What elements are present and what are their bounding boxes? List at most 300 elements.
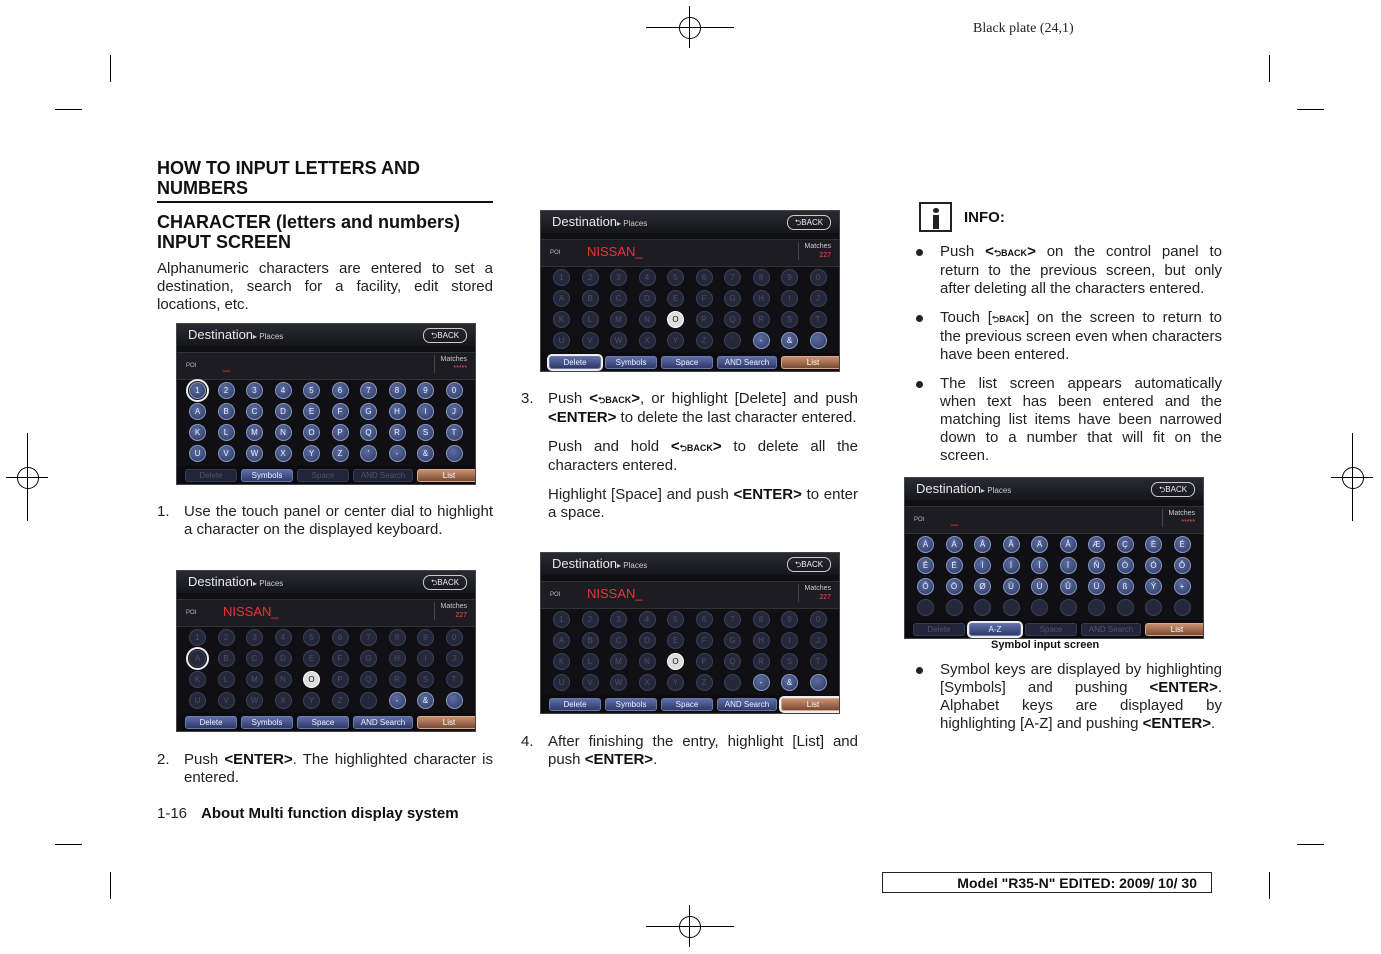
key-H[interactable]: H: [389, 650, 406, 667]
step-text: to enter a space.: [548, 486, 858, 521]
list-button[interactable]: List: [781, 698, 840, 711]
key-G[interactable]: G: [360, 403, 377, 420]
key-Í[interactable]: Í: [1003, 557, 1020, 574]
key-9[interactable]: 9: [417, 382, 434, 399]
key-blank[interactable]: [1031, 599, 1048, 616]
key-P[interactable]: P: [332, 671, 349, 688]
key-P[interactable]: P: [696, 653, 713, 670]
key-8[interactable]: 8: [389, 629, 406, 646]
step-3: 3. Push <⮌BACK>, or highlight [Delete] and push <ENTER> to delete the last character entered. Push and hold <⮌BACK> to delete all the characters entered. Highlight [Space] and push <ENTER> to enter a space.: [521, 390, 859, 521]
key-T[interactable]: T: [446, 671, 463, 688]
list-button[interactable]: List: [417, 716, 476, 729]
key-A[interactable]: A: [553, 632, 570, 649]
key-Ä[interactable]: Ä: [1031, 536, 1048, 553]
key--[interactable]: -: [753, 674, 770, 691]
space-button[interactable]: Space: [661, 356, 713, 369]
key-F[interactable]: F: [696, 290, 713, 307]
delete-button[interactable]: Delete: [185, 469, 237, 482]
key-I[interactable]: I: [417, 403, 434, 420]
registration-mark: [17, 467, 39, 489]
key-1[interactable]: 1: [189, 629, 206, 646]
back-button[interactable]: ⮌BACK: [787, 215, 831, 230]
button-bar: [905, 620, 1203, 638]
key-&[interactable]: &: [781, 674, 798, 691]
key--[interactable]: -: [389, 692, 406, 709]
key-K[interactable]: K: [553, 653, 570, 670]
key-blank[interactable]: [1174, 599, 1191, 616]
key-2[interactable]: 2: [218, 382, 235, 399]
key-Ï[interactable]: Ï: [1060, 557, 1077, 574]
matches-label: Matches 227: [798, 584, 831, 602]
back-key-icon: ⮌BACK: [679, 443, 713, 453]
key--[interactable]: -: [753, 332, 770, 349]
crop-mark: [1269, 872, 1270, 899]
key-Ë[interactable]: Ë: [946, 557, 963, 574]
info-bullet: Touch [⮌BACK] on the screen to return to the previous screen even when characters have been entered.: [913, 309, 1222, 364]
key-J[interactable]: J: [446, 403, 463, 420]
key-W[interactable]: W: [610, 332, 627, 349]
key-blank[interactable]: [1117, 599, 1134, 616]
step-text: After finishing the entry, highlight [List] and push: [548, 733, 858, 768]
info-icon: [919, 202, 952, 232]
key-Ô[interactable]: Ô: [1174, 557, 1191, 574]
back-key-icon: ⮌BACK: [993, 248, 1028, 258]
key-B[interactable]: B: [218, 650, 235, 667]
space-button[interactable]: Space: [661, 698, 713, 711]
key-2[interactable]: 2: [218, 629, 235, 646]
key-L[interactable]: L: [582, 311, 599, 328]
key-ß[interactable]: ß: [1117, 578, 1134, 595]
registration-mark: [1342, 467, 1364, 489]
and-search-button[interactable]: AND Search: [353, 469, 413, 482]
and-search-button[interactable]: AND Search: [1081, 623, 1141, 636]
enter-key: <ENTER>: [1142, 715, 1211, 732]
nav-screen-delete: [540, 210, 840, 372]
key-A[interactable]: A: [189, 650, 206, 667]
registration-mark: [679, 17, 701, 39]
key-blank[interactable]: [1145, 599, 1162, 616]
key-2[interactable]: 2: [582, 269, 599, 286]
key-U[interactable]: U: [553, 674, 570, 691]
section-subtitle: CHARACTER (letters and numbers) INPUT SCREEN: [157, 212, 461, 252]
key-X[interactable]: X: [639, 674, 656, 691]
key-5[interactable]: 5: [667, 611, 684, 628]
key-Û[interactable]: Û: [1060, 578, 1077, 595]
key-V[interactable]: V: [582, 674, 599, 691]
step-text: to delete all the characters entered.: [548, 438, 858, 474]
key-U[interactable]: U: [189, 445, 206, 462]
key-R[interactable]: R: [753, 311, 770, 328]
key-Ú[interactable]: Ú: [1031, 578, 1048, 595]
key-Z[interactable]: Z: [332, 692, 349, 709]
key-+[interactable]: +: [1174, 578, 1191, 595]
key-blank[interactable]: [917, 599, 934, 616]
crop-mark: [1269, 55, 1270, 82]
key-1[interactable]: 1: [189, 382, 206, 399]
key-blank[interactable]: [1003, 599, 1020, 616]
screen-title: Destination▸ Places: [552, 214, 648, 229]
key-M[interactable]: M: [610, 311, 627, 328]
list-button[interactable]: List: [417, 469, 476, 482]
key-Ã[interactable]: Ã: [1003, 536, 1020, 553]
key-7[interactable]: 7: [360, 629, 377, 646]
key-Y[interactable]: Y: [667, 332, 684, 349]
crop-mark: [110, 55, 111, 82]
key-blank[interactable]: [946, 599, 963, 616]
space-button[interactable]: Space: [1025, 623, 1077, 636]
key-M[interactable]: M: [246, 671, 263, 688]
step-2: [157, 751, 493, 787]
key-Â[interactable]: Â: [974, 536, 991, 553]
input-field: [541, 239, 839, 267]
key-T[interactable]: T: [810, 311, 827, 328]
key-Y[interactable]: Y: [303, 445, 320, 462]
matches-label: Matches *****: [434, 355, 467, 373]
key-1[interactable]: 1: [553, 611, 570, 628]
key-V[interactable]: V: [218, 692, 235, 709]
key-blank[interactable]: [1088, 599, 1105, 616]
key-B[interactable]: B: [582, 290, 599, 307]
key-G[interactable]: G: [724, 632, 741, 649]
poi-label: POI: [186, 610, 197, 616]
key-J[interactable]: J: [810, 290, 827, 307]
key-V[interactable]: V: [218, 445, 235, 462]
screen-header: [177, 571, 475, 593]
key-A[interactable]: A: [553, 290, 570, 307]
key-Ì[interactable]: Ì: [974, 557, 991, 574]
key-U[interactable]: U: [553, 332, 570, 349]
step-text: Push: [548, 390, 590, 407]
list-button[interactable]: List: [1145, 623, 1204, 636]
key-4[interactable]: 4: [639, 269, 656, 286]
crop-mark: [55, 844, 82, 845]
key-'[interactable]: ': [360, 692, 377, 709]
key-K[interactable]: K: [189, 671, 206, 688]
key-blank[interactable]: [810, 674, 827, 691]
key-J[interactable]: J: [446, 650, 463, 667]
key-Õ[interactable]: Õ: [917, 578, 934, 595]
info-bullet: The list screen appears automatically when text has been entered and the matching list items have been narrowed down to a number that will fit on the screen.: [913, 375, 1222, 465]
key-9[interactable]: 9: [417, 629, 434, 646]
key-4[interactable]: 4: [275, 382, 292, 399]
key-blank[interactable]: [446, 692, 463, 709]
key-Ø[interactable]: Ø: [974, 578, 991, 595]
step-text: .: [653, 751, 658, 768]
key-1[interactable]: 1: [553, 269, 570, 286]
space-button[interactable]: Space: [297, 469, 349, 482]
key-H[interactable]: H: [389, 403, 406, 420]
key-S[interactable]: S: [417, 671, 434, 688]
enter-key: <ENTER>: [733, 486, 802, 503]
key-P[interactable]: P: [332, 424, 349, 441]
crop-mark: [1297, 109, 1324, 110]
screen-title: Destination▸ Places: [552, 556, 648, 571]
key-D[interactable]: D: [275, 403, 292, 420]
key-8[interactable]: 8: [753, 269, 770, 286]
key-Q[interactable]: Q: [724, 653, 741, 670]
key-W[interactable]: W: [610, 674, 627, 691]
back-button[interactable]: ⮌BACK: [1151, 482, 1195, 497]
key-C[interactable]: C: [610, 632, 627, 649]
key-0[interactable]: 0: [810, 269, 827, 286]
key-B[interactable]: B: [582, 632, 599, 649]
key-Ö[interactable]: Ö: [946, 578, 963, 595]
delete-button[interactable]: Delete: [913, 623, 965, 636]
key-F[interactable]: F: [696, 632, 713, 649]
key-G[interactable]: G: [360, 650, 377, 667]
key-3[interactable]: 3: [246, 629, 263, 646]
key--[interactable]: -: [389, 445, 406, 462]
info-bullet: Symbol keys are displayed by highlighting [Symbols] and pushing <ENTER>. Alphabet keys are displayed by highlighting [A-Z] and pushing <ENTER>.: [913, 661, 1222, 733]
key-Æ[interactable]: Æ: [1088, 536, 1105, 553]
key-F[interactable]: F: [332, 650, 349, 667]
key-blank[interactable]: [446, 445, 463, 462]
key-7[interactable]: 7: [724, 611, 741, 628]
key-blank[interactable]: [1060, 599, 1077, 616]
key-Z[interactable]: Z: [332, 445, 349, 462]
key-0[interactable]: 0: [446, 382, 463, 399]
model-box: Model "R35-N" EDITED: 2009/ 10/ 30: [882, 872, 1212, 893]
key-É[interactable]: É: [1174, 536, 1191, 553]
enter-key: <ENTER>: [1149, 679, 1218, 696]
key-E[interactable]: E: [667, 290, 684, 307]
key-W[interactable]: W: [246, 445, 263, 462]
key-9[interactable]: 9: [781, 611, 798, 628]
key-Ý[interactable]: Ý: [1145, 578, 1162, 595]
key-Z[interactable]: Z: [696, 674, 713, 691]
key-4[interactable]: 4: [275, 629, 292, 646]
button-bar: [541, 353, 839, 371]
key-Y[interactable]: Y: [303, 692, 320, 709]
key-Y[interactable]: Y: [667, 674, 684, 691]
crop-mark: [1297, 844, 1324, 845]
key-Ò[interactable]: Ò: [1117, 557, 1134, 574]
key-5[interactable]: 5: [303, 629, 320, 646]
and-search-button[interactable]: AND Search: [717, 356, 777, 369]
key-&[interactable]: &: [417, 692, 434, 709]
key-E[interactable]: E: [303, 403, 320, 420]
matches-label: Matches *****: [1162, 509, 1195, 527]
step-4: [521, 733, 858, 769]
input-cursor: _: [951, 511, 959, 526]
key-M[interactable]: M: [246, 424, 263, 441]
key-M[interactable]: M: [610, 653, 627, 670]
key-Ó[interactable]: Ó: [1145, 557, 1162, 574]
key-O[interactable]: O: [667, 311, 684, 328]
key-5[interactable]: 5: [303, 382, 320, 399]
key-Å[interactable]: Å: [1060, 536, 1077, 553]
key-R[interactable]: R: [753, 653, 770, 670]
key-X[interactable]: X: [639, 332, 656, 349]
back-button[interactable]: ⮌BACK: [787, 557, 831, 572]
matches-label: Matches 227: [434, 602, 467, 620]
key-L[interactable]: L: [582, 653, 599, 670]
key-3[interactable]: 3: [246, 382, 263, 399]
key-E[interactable]: E: [667, 632, 684, 649]
key-T[interactable]: T: [810, 653, 827, 670]
left-column: [157, 158, 493, 314]
key-H[interactable]: H: [753, 290, 770, 307]
plate-label: Black plate (24,1): [973, 21, 1074, 36]
key-I[interactable]: I: [781, 290, 798, 307]
poi-label: POI: [914, 517, 925, 523]
key-W[interactable]: W: [246, 692, 263, 709]
key-B[interactable]: B: [218, 403, 235, 420]
key-X[interactable]: X: [275, 692, 292, 709]
key-&[interactable]: &: [781, 332, 798, 349]
key-N[interactable]: N: [639, 311, 656, 328]
key-2[interactable]: 2: [582, 611, 599, 628]
list-button[interactable]: List: [781, 356, 840, 369]
enter-key: <ENTER>: [584, 751, 654, 768]
key-È[interactable]: È: [1145, 536, 1162, 553]
back-button[interactable]: ⮌BACK: [423, 575, 467, 590]
title-rule: [157, 201, 493, 203]
key-9[interactable]: 9: [781, 269, 798, 286]
step-text: Highlight [Space] and push: [548, 486, 734, 503]
key-8[interactable]: 8: [753, 611, 770, 628]
key-X[interactable]: X: [275, 445, 292, 462]
key-R[interactable]: R: [389, 424, 406, 441]
poi-label: POI: [550, 250, 561, 256]
key-Z[interactable]: Z: [696, 332, 713, 349]
key-7[interactable]: 7: [360, 382, 377, 399]
key-F[interactable]: F: [332, 403, 349, 420]
key-J[interactable]: J: [810, 632, 827, 649]
key-3[interactable]: 3: [610, 269, 627, 286]
key-D[interactable]: D: [639, 632, 656, 649]
back-key-icon: ⮌BACK: [598, 395, 632, 405]
key-'[interactable]: ': [360, 445, 377, 462]
key-D[interactable]: D: [639, 290, 656, 307]
key-T[interactable]: T: [446, 424, 463, 441]
key-Ñ[interactable]: Ñ: [1088, 557, 1105, 574]
and-search-button[interactable]: AND Search: [353, 716, 413, 729]
symbols-button[interactable]: Symbols: [241, 716, 293, 729]
and-search-button[interactable]: AND Search: [717, 698, 777, 711]
key-C[interactable]: C: [246, 403, 263, 420]
key-I[interactable]: I: [781, 632, 798, 649]
a-z-button[interactable]: A-Z: [969, 623, 1021, 636]
key-4[interactable]: 4: [639, 611, 656, 628]
key-6[interactable]: 6: [332, 629, 349, 646]
input-cursor: _: [223, 357, 231, 372]
delete-button[interactable]: Delete: [549, 356, 601, 369]
key-N[interactable]: N: [639, 653, 656, 670]
key-G[interactable]: G: [724, 290, 741, 307]
crop-mark: [55, 109, 82, 110]
key-K[interactable]: K: [553, 311, 570, 328]
key-D[interactable]: D: [275, 650, 292, 667]
key-Q[interactable]: Q: [360, 671, 377, 688]
key-C[interactable]: C: [246, 650, 263, 667]
screen-title: Destination▸ Places: [188, 574, 284, 589]
key-I[interactable]: I: [417, 650, 434, 667]
step-number: 2.: [157, 751, 170, 768]
button-bar: [177, 466, 475, 484]
key-Ü[interactable]: Ü: [1088, 578, 1105, 595]
info-bullet: Push <⮌BACK> on the control panel to return to the previous screen, but only after deleting all the characters entered.: [913, 243, 1222, 298]
key-7[interactable]: 7: [724, 269, 741, 286]
key-Q[interactable]: Q: [360, 424, 377, 441]
button-bar: [177, 713, 475, 731]
key-6[interactable]: 6: [332, 382, 349, 399]
key-0[interactable]: 0: [446, 629, 463, 646]
key-6[interactable]: 6: [696, 269, 713, 286]
key-Ç[interactable]: Ç: [1117, 536, 1134, 553]
page-number: 1-16: [157, 805, 188, 822]
key-O[interactable]: O: [667, 653, 684, 670]
input-text: NISSAN_: [223, 604, 279, 619]
key-0[interactable]: 0: [810, 611, 827, 628]
input-text: NISSAN_: [587, 586, 643, 601]
key-V[interactable]: V: [582, 332, 599, 349]
key-E[interactable]: E: [303, 650, 320, 667]
key-K[interactable]: K: [189, 424, 206, 441]
key-U[interactable]: U: [189, 692, 206, 709]
key-3[interactable]: 3: [610, 611, 627, 628]
key-L[interactable]: L: [218, 671, 235, 688]
key-À[interactable]: À: [917, 536, 934, 553]
symbols-button[interactable]: Symbols: [605, 698, 657, 711]
key-O[interactable]: O: [303, 671, 320, 688]
key-'[interactable]: ': [724, 332, 741, 349]
delete-button[interactable]: Delete: [185, 716, 237, 729]
section-title: HOW TO INPUT LETTERS AND NUMBERS: [157, 158, 420, 198]
key-A[interactable]: A: [189, 403, 206, 420]
crop-mark: [110, 872, 111, 899]
screen-title: Destination▸ Places: [916, 481, 1012, 496]
key-Ù[interactable]: Ù: [1003, 578, 1020, 595]
key-S[interactable]: S: [781, 653, 798, 670]
space-button[interactable]: Space: [297, 716, 349, 729]
key-8[interactable]: 8: [389, 382, 406, 399]
delete-button[interactable]: Delete: [549, 698, 601, 711]
poi-label: POI: [550, 592, 561, 598]
key-&[interactable]: &: [417, 445, 434, 462]
step-text: Push: [184, 751, 225, 768]
key-C[interactable]: C: [610, 290, 627, 307]
key-P[interactable]: P: [696, 311, 713, 328]
key-5[interactable]: 5: [667, 269, 684, 286]
key-Á[interactable]: Á: [946, 536, 963, 553]
screen-caption: Symbol input screen: [991, 639, 1100, 651]
info-heading: INFO:: [964, 209, 1005, 226]
key-R[interactable]: R: [389, 671, 406, 688]
key-Q[interactable]: Q: [724, 311, 741, 328]
step-1: [157, 503, 493, 539]
key-N[interactable]: N: [275, 671, 292, 688]
key-6[interactable]: 6: [696, 611, 713, 628]
symbols-button[interactable]: Symbols: [241, 469, 293, 482]
enter-key: <ENTER>: [224, 751, 293, 768]
key-blank[interactable]: [974, 599, 991, 616]
key-Ê[interactable]: Ê: [917, 557, 934, 574]
key-L[interactable]: L: [218, 424, 235, 441]
key-S[interactable]: S: [417, 424, 434, 441]
key-N[interactable]: N: [275, 424, 292, 441]
key-H[interactable]: H: [753, 632, 770, 649]
key-'[interactable]: ': [724, 674, 741, 691]
screen-title: Destination▸ Places: [188, 327, 284, 342]
symbols-button[interactable]: Symbols: [605, 356, 657, 369]
key-Î[interactable]: Î: [1031, 557, 1048, 574]
key-O[interactable]: O: [303, 424, 320, 441]
screen-header: [177, 324, 475, 346]
back-button[interactable]: ⮌BACK: [423, 328, 467, 343]
key-S[interactable]: S: [781, 311, 798, 328]
key-blank[interactable]: [810, 332, 827, 349]
